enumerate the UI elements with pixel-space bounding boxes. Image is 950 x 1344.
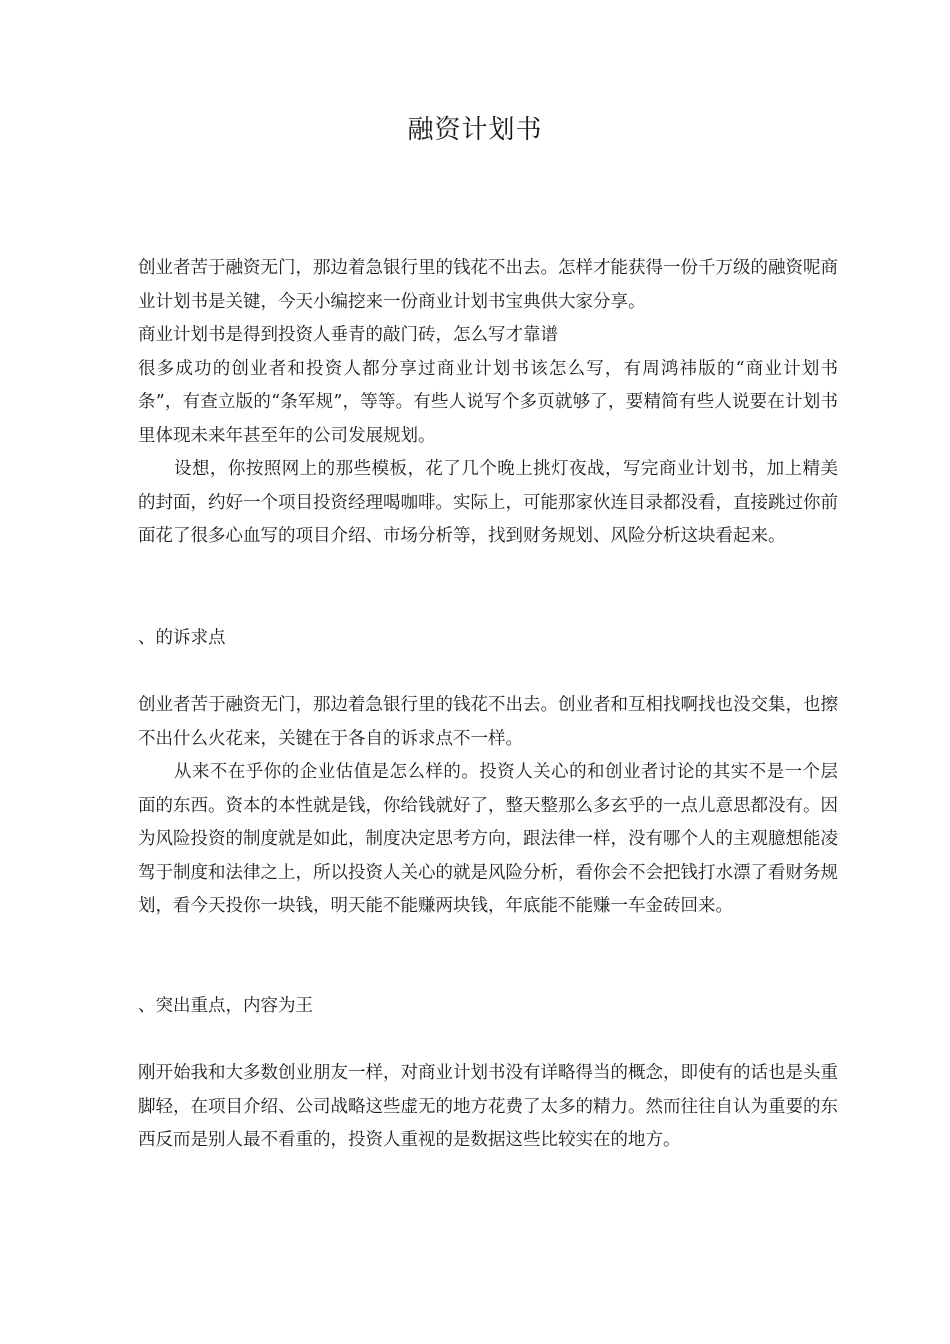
section-heading: 、突出重点，内容为王	[138, 996, 313, 1016]
paragraph: 创业者苦于融资无门，那边着急银行里的钱花不出去。创业者和互相找啊找也没交集，也擦不出什么火花来，关键在于各自的诉求点不一样。	[138, 695, 838, 749]
paragraph: 从来不在乎你的企业估值是怎么样的。投资人关心的和创业者讨论的其实不是一个层面的东西。资本的本性就是钱，你给钱就好了，整天整那么多玄乎的一点儿意思都没有。因为风险投资的制度就是如此，制度决定思考方向，跟法律一样，没有哪个人的主观臆想能凌驾于制度和法律之上，所以投资人关心的就是风险分析，看你会不会把钱打水漂了看财务规划，看今天投你一块钱，明天能不能赚两块钱，年底能不能赚一车金砖回来。	[138, 762, 838, 916]
document-title: 融资计划书	[407, 115, 543, 145]
paragraph: 创业者苦于融资无门，那边着急银行里的钱花不出去。怎样才能获得一份千万级的融资呢商业计划书是关键，今天小编挖来一份商业计划书宝典供大家分享。	[138, 258, 838, 312]
section-intro	[138, 252, 838, 554]
paragraph: 商业计划书是得到投资人垂青的敲门砖，怎么写才靠谱	[138, 325, 558, 345]
section-focus	[138, 1057, 838, 1158]
section-appeal	[138, 689, 838, 924]
paragraph: 很多成功的创业者和投资人都分享过商业计划书该怎么写，有周鸿祎版的“商业计划书条”，有查立版的“条军规”，等等。有些人说写个多页就够了，要精简有些人说要在计划书里体现未来年甚至年的公司发展规划。	[138, 358, 838, 446]
section-heading: 、的诉求点	[138, 628, 226, 648]
paragraph: 刚开始我和大多数创业朋友一样，对商业计划书没有详略得当的概念，即使有的话也是头重脚轻，在项目介绍、公司战略这些虚无的地方花费了太多的精力。然而往往自认为重要的东西反而是别人最不看重的，投资人重视的是数据这些比较实在的地方。	[138, 1063, 838, 1150]
paragraph: 设想，你按照网上的那些模板，花了几个晚上挑灯夜战，写完商业计划书，加上精美的封面，约好一个项目投资经理喝咖啡。实际上，可能那家伙连目录都没看，直接跳过你前面花了很多心血写的项目介绍、市场分析等，找到财务规划、风险分析这块看起来。	[138, 459, 838, 546]
